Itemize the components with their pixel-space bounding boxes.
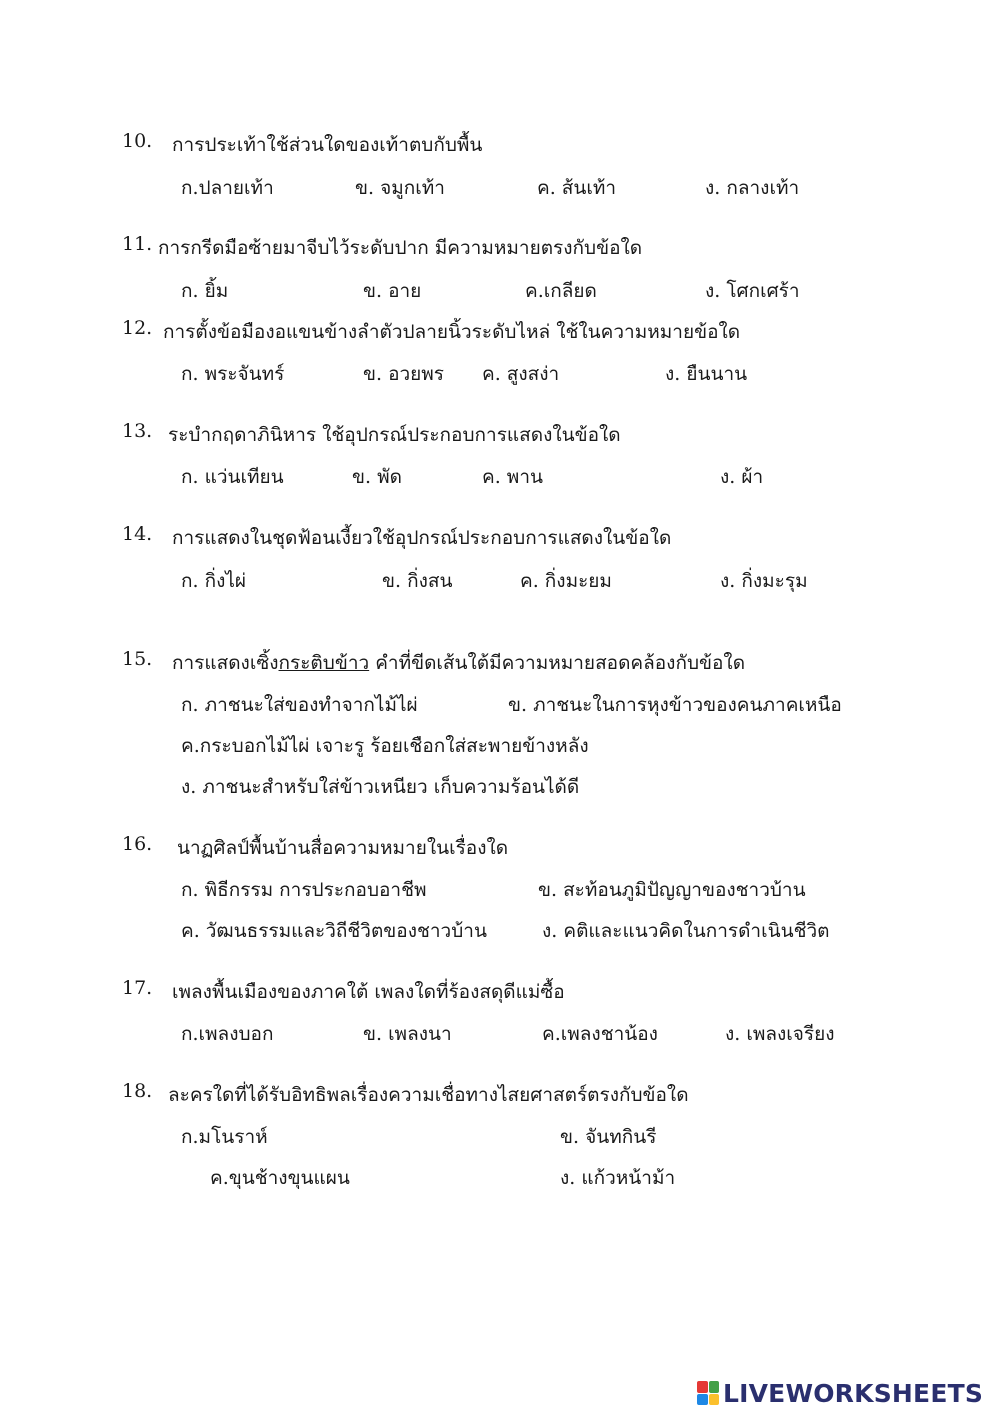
- option-b[interactable]: ข. เพลงนา: [363, 1023, 452, 1045]
- badge-square: [709, 1381, 720, 1393]
- option-d[interactable]: ง. เพลงเจรียง: [725, 1023, 835, 1045]
- option-b[interactable]: ข. พัด: [352, 466, 402, 488]
- option-d[interactable]: ง. ภาชนะสำหรับใส่ข้าวเหนียว เก็บความร้อนได้ดี: [181, 776, 580, 798]
- question-text: การแสดงในชุดฟ้อนเงี้ยวใช้อุปกรณ์ประกอบการแสดงในข้อใด: [172, 527, 672, 549]
- question-number: 12.: [122, 317, 153, 339]
- question-number: 13.: [122, 420, 153, 442]
- option-b[interactable]: ข. ภาชนะในการหุงข้าวของคนภาคเหนือ: [508, 694, 842, 716]
- option-c[interactable]: ค. สูงสง่า: [482, 363, 560, 385]
- question-text: เพลงพื้นเมืองของภาคใต้ เพลงใดที่ร้องสดุดีแม่ซื้อ: [172, 981, 565, 1003]
- option-b[interactable]: ข. จมูกเท้า: [355, 177, 445, 199]
- question-text-before: การแสดงเซิ้ง: [172, 652, 279, 674]
- question-text: การกรีดมือซ้ายมาจีบไว้ระดับปาก มีความหมายตรงกับข้อใด: [158, 237, 643, 259]
- logo-text: LIVEWORKSHEETS: [723, 1378, 984, 1408]
- option-c[interactable]: ค. วัฒนธรรมและวิถีชีวิตของชาวบ้าน: [181, 920, 487, 942]
- logo-badge-icon: [697, 1381, 719, 1405]
- question-number: 14.: [122, 523, 153, 545]
- option-b[interactable]: ข. กิ่งสน: [382, 570, 453, 592]
- option-a[interactable]: ก.ปลายเท้า: [181, 177, 274, 199]
- liveworksheets-logo: [697, 1379, 983, 1407]
- option-a[interactable]: ก. กิ่งไผ่: [181, 570, 247, 592]
- question-text: [172, 648, 745, 678]
- option-a[interactable]: ก.มโนราห์: [181, 1126, 268, 1148]
- option-d[interactable]: ง. ยืนนาน: [665, 363, 748, 385]
- badge-square: [697, 1381, 708, 1393]
- option-d[interactable]: ง. ผ้า: [720, 466, 764, 488]
- option-c[interactable]: ค. กิ่งมะยม: [520, 570, 612, 592]
- option-c[interactable]: ค. พาน: [482, 466, 543, 488]
- question-number: 16.: [122, 833, 153, 855]
- option-a[interactable]: ก. แว่นเทียน: [181, 466, 284, 488]
- option-d[interactable]: ง. แก้วหน้าม้า: [560, 1167, 676, 1189]
- question-number: 15.: [122, 648, 153, 670]
- option-c[interactable]: ค.เพลงชาน้อง: [542, 1023, 658, 1045]
- question-text: การตั้งข้อมืองอแขนข้างลำตัวปลายนิ้วระดับไหล่ ใช้ในความหมายข้อใด: [163, 321, 741, 343]
- option-a[interactable]: ก.เพลงบอก: [181, 1023, 274, 1045]
- option-d[interactable]: ง. กลางเท้า: [705, 177, 800, 199]
- badge-square: [709, 1394, 720, 1406]
- badge-square: [697, 1394, 708, 1406]
- option-c[interactable]: ค.เกลียด: [525, 280, 597, 302]
- question-number: 10.: [122, 130, 153, 152]
- option-a[interactable]: ก. ยิ้ม: [181, 280, 229, 302]
- option-a[interactable]: ก. พระจันทร์: [181, 363, 285, 385]
- option-d[interactable]: ง. คติและแนวคิดในการดำเนินชีวิต: [542, 920, 830, 942]
- option-b[interactable]: ข. อวยพร: [363, 363, 445, 385]
- question-text: ระบำกฤดาภินิหาร ใช้อุปกรณ์ประกอบการแสดงในข้อใด: [168, 424, 621, 446]
- option-b[interactable]: ข. สะท้อนภูมิปัญญาของชาวบ้าน: [538, 879, 806, 901]
- option-d[interactable]: ง. โศกเศร้า: [705, 280, 800, 302]
- underlined-term: กระติบข้าว: [278, 652, 370, 674]
- option-b[interactable]: ข. จันทกินรี: [560, 1126, 657, 1148]
- option-c[interactable]: ค. ส้นเท้า: [537, 177, 617, 199]
- question-text: ละครใดที่ได้รับอิทธิพลเรื่องความเชื่อทางไสยศาสตร์ตรงกับข้อใด: [168, 1084, 689, 1106]
- option-c[interactable]: ค.กระบอกไม้ไผ่ เจาะรู ร้อยเชือกใส่สะพายข้างหลัง: [181, 735, 589, 757]
- option-c[interactable]: ค.ขุนช้างขุนแผน: [210, 1167, 350, 1189]
- question-text-after: คำที่ขีดเส้นใต้มีความหมายสอดคล้องกับข้อใด: [369, 652, 746, 674]
- option-a[interactable]: ก. พิธีกรรม การประกอบอาชีพ: [181, 879, 427, 901]
- question-text: การประเท้าใช้ส่วนใดของเท้าตบกับพื้น: [172, 134, 483, 156]
- option-d[interactable]: ง. กิ่งมะรุม: [720, 570, 808, 592]
- question-number: 11.: [122, 233, 153, 255]
- question-number: 17.: [122, 977, 153, 999]
- question-text: นาฏศิลป์พื้นบ้านสื่อความหมายในเรื่องใด: [177, 837, 509, 859]
- option-a[interactable]: ก. ภาชนะใส่ของทำจากไม้ไผ่: [181, 694, 418, 716]
- option-b[interactable]: ข. อาย: [363, 280, 422, 302]
- question-number: 18.: [122, 1080, 153, 1102]
